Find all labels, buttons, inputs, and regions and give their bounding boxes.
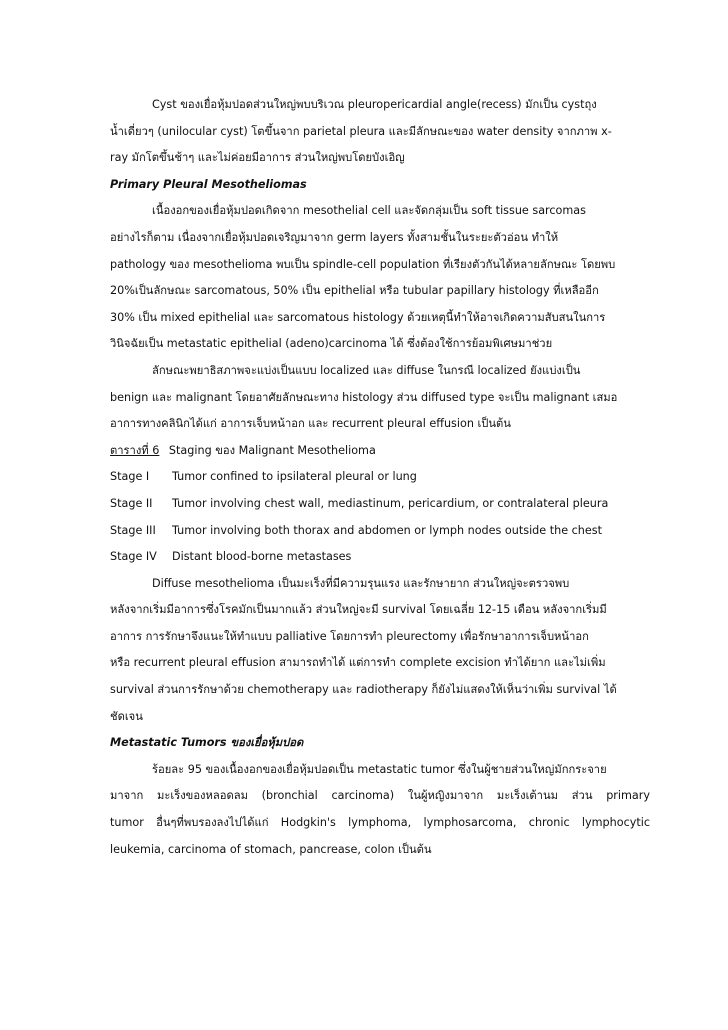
text-line: Diffuse mesothelioma เป็นมะเร็งที่มีความรุนแรง และรักษายาก ส่วนใหญ่จะตรวจพบ — [152, 576, 570, 590]
text-line: leukemia, carcinoma of stomach, pancrease, colon เป็นต้น — [110, 842, 432, 856]
table-caption — [110, 438, 650, 465]
stage-description: Tumor involving both thorax and abdomen or lymph nodes outside the chest — [172, 523, 602, 537]
text-line: หลังจากเริ่มมีอาการซึ่งโรคมักเป็นมากแล้ว ส่วนใหญ่จะมี survival โดยเฉลี่ย 12-15 เดือน หลังจากเริ่มมี — [110, 603, 607, 617]
stage-label: Stage I — [110, 470, 150, 484]
stage-label: Stage III — [110, 523, 156, 537]
stage-description: Tumor involving chest wall, mediastinum, pericardium, or contralateral pleura — [172, 496, 609, 510]
table-row — [110, 544, 650, 571]
text-line: ลักษณะพยาธิสภาพจะแบ่งเป็นแบบ localized และ diffuse ในกรณี localized ยังแบ่งเป็น — [152, 363, 581, 377]
text-line: benign และ malignant โดยอาศัยลักษณะทาง histology ส่วน diffused type จะเป็น malignant เสมอ — [110, 390, 618, 404]
text-line: อย่างไรก็ตาม เนื่องจากเยื่อหุ้มปอดเจริญมาจาก germ layers ทั้งสามชั้นในระยะตัวอ่อน ทำให้ — [110, 230, 559, 244]
text-line: pathology ของ mesothelioma พบเป็น spindle-cell population ที่เรียงตัวกันได้หลายลักษณะ โดยพบ — [110, 257, 616, 271]
text-line: ร้อยละ 95 ของเนื้องอกของเยื่อหุ้มปอดเป็น metastatic tumor ซึ่งในผู้ชายส่วนใหญ่มักกระจาย — [152, 762, 607, 776]
section-heading-metastatic: Metastatic Tumors ของเยื่อหุ้มปอด — [110, 736, 304, 750]
table-number: ตารางที่ 6 — [110, 443, 160, 457]
text-line: tumor อื่นๆที่พบรองลงไปได้แก่ Hodgkin's lymphoma, lymphosarcoma, chronic lymphocytic — [110, 816, 650, 830]
text-line: เนื้องอกของเยื่อหุ้มปอดเกิดจาก mesothelial cell และจัดกลุ่มเป็น soft tissue sarcomas — [152, 204, 586, 218]
stage-label: Stage II — [110, 496, 153, 510]
table-row — [110, 464, 650, 491]
table-row — [110, 518, 650, 545]
paragraph-mesothelioma-pathology — [110, 198, 650, 358]
staging-table — [110, 464, 650, 570]
text-line: น้ำเดี่ยวๆ (unilocular cyst) โตขึ้นจาก parietal pleura และมีลักษณะของ water density จากภาพ x- — [110, 124, 612, 138]
text-line: Cyst ของเยื่อหุ้มปอดส่วนใหญ่พบบริเวณ pleuropericardial angle(recess) มักเป็น cystถุง — [152, 98, 597, 111]
text-line: มาจาก มะเร็งของหลอดลม (bronchial carcinoma) ในผู้หญิงมาจาก มะเร็งเต้านม ส่วน primary — [110, 789, 650, 803]
text-line: ชัดเจน — [110, 709, 143, 723]
table-row — [110, 491, 650, 518]
text-line: อาการทางคลินิกได้แก่ อาการเจ็บหน้าอก และ recurrent pleural effusion เป็นต้น — [110, 417, 511, 431]
paragraph-pleural-cyst — [110, 92, 650, 172]
paragraph-diffuse-treatment — [110, 571, 650, 731]
section-heading-mesothelioma: Primary Pleural Mesotheliomas — [110, 177, 307, 191]
text-line: หรือ recurrent pleural effusion สามารถทำได้ แต่การทำ complete excision ทำได้ยาก และไม่เพิ่ม — [110, 656, 606, 670]
text-line: อาการ การรักษาจึงแนะให้ทำแบบ palliative โดยการทำ pleurectomy เพื่อรักษาอาการเจ็บหน้าอก — [110, 629, 589, 643]
stage-description: Tumor confined to ipsilateral pleural or lung — [172, 470, 417, 484]
text-line: survival ส่วนการรักษาด้วย chemotherapy และ radiotherapy ก็ยังไม่แสดงให้เห็นว่าเพิ่ม survival ได้ — [110, 683, 617, 697]
document-page — [110, 92, 650, 863]
paragraph-metastatic-tumors — [110, 757, 650, 863]
text-line: 30% เป็น mixed epithelial และ sarcomatous histology ด้วยเหตุนี้ทำให้อาจเกิดความสับสนในการ — [110, 310, 606, 324]
table-title: Staging ของ Malignant Mesothelioma — [168, 443, 376, 457]
stage-label: Stage IV — [110, 550, 157, 564]
text-line: วินิจฉัยเป็น metastatic epithelial (adeno)carcinoma ได้ ซึ่งต้องใช้การย้อมพิเศษมาช่วย — [110, 337, 553, 351]
stage-description: Distant blood-borne metastases — [172, 550, 352, 564]
text-line: ray มักโตขึ้นช้าๆ และไม่ค่อยมีอาการ ส่วนใหญ่พบโดยบังเอิญ — [110, 151, 405, 165]
text-line: 20%เป็นลักษณะ sarcomatous, 50% เป็น epithelial หรือ tubular papillary histology ที่เหลืออีก — [110, 284, 599, 298]
paragraph-localized-diffuse — [110, 358, 650, 438]
